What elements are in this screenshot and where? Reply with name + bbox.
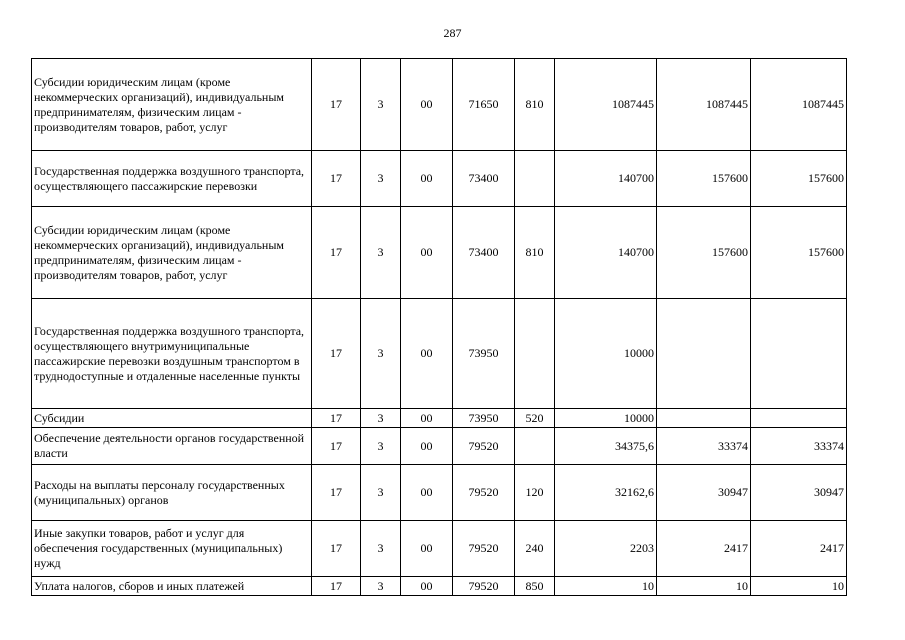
cell-code-3: 00 [401, 465, 453, 521]
cell-value-1: 10000 [555, 299, 657, 409]
cell-value-1: 2203 [555, 521, 657, 577]
cell-code-4: 79520 [453, 428, 515, 465]
cell-value-2: 10 [657, 577, 751, 596]
cell-code-5 [515, 299, 555, 409]
cell-value-3: 2417 [751, 521, 847, 577]
row-name: Субсидии [32, 409, 312, 428]
cell-value-2: 157600 [657, 151, 751, 207]
table-row [32, 59, 847, 151]
cell-code-1: 17 [312, 521, 361, 577]
row-name: Расходы на выплаты персоналу государственных (муниципальных) органов [32, 465, 312, 521]
cell-value-2 [657, 299, 751, 409]
row-name: Государственная поддержка воздушного транспорта, осуществляющего пассажирские перевозки [32, 151, 312, 207]
row-name: Иные закупки товаров, работ и услуг для обеспечения государственных (муниципальных) нужд [32, 521, 312, 577]
cell-value-1: 10000 [555, 409, 657, 428]
cell-value-3: 157600 [751, 207, 847, 299]
cell-code-2: 3 [361, 409, 401, 428]
cell-code-1: 17 [312, 465, 361, 521]
cell-code-4: 73950 [453, 409, 515, 428]
cell-code-2: 3 [361, 59, 401, 151]
cell-code-3: 00 [401, 521, 453, 577]
cell-value-3: 1087445 [751, 59, 847, 151]
row-name: Государственная поддержка воздушного транспорта, осуществляющего внутримуниципальные пассажирские перевозки воздушным транспортом в труднодоступные и отдаленные населенные пункты [32, 299, 312, 409]
cell-value-3: 30947 [751, 465, 847, 521]
table-row [32, 577, 847, 596]
cell-code-1: 17 [312, 577, 361, 596]
cell-code-2: 3 [361, 207, 401, 299]
cell-value-3 [751, 299, 847, 409]
cell-code-1: 17 [312, 59, 361, 151]
cell-code-3: 00 [401, 428, 453, 465]
cell-code-3: 00 [401, 299, 453, 409]
cell-code-1: 17 [312, 409, 361, 428]
cell-value-3: 10 [751, 577, 847, 596]
cell-value-2: 33374 [657, 428, 751, 465]
cell-value-1: 34375,6 [555, 428, 657, 465]
cell-value-2: 1087445 [657, 59, 751, 151]
cell-code-5: 120 [515, 465, 555, 521]
cell-value-2: 157600 [657, 207, 751, 299]
cell-value-3: 157600 [751, 151, 847, 207]
cell-code-3: 00 [401, 577, 453, 596]
cell-code-3: 00 [401, 151, 453, 207]
cell-code-1: 17 [312, 151, 361, 207]
row-name: Субсидии юридическим лицам (кроме некоммерческих организаций), индивидуальным предпринимателям, физическим лицам - производителям товаров, работ, услуг [32, 59, 312, 151]
cell-value-2: 2417 [657, 521, 751, 577]
cell-code-4: 79520 [453, 577, 515, 596]
cell-code-5 [515, 428, 555, 465]
cell-code-3: 00 [401, 409, 453, 428]
cell-value-1: 10 [555, 577, 657, 596]
table-row [32, 428, 847, 465]
table-row [32, 207, 847, 299]
cell-code-4: 79520 [453, 465, 515, 521]
cell-value-1: 1087445 [555, 59, 657, 151]
cell-code-5: 240 [515, 521, 555, 577]
cell-code-4: 73400 [453, 151, 515, 207]
cell-value-2 [657, 409, 751, 428]
cell-code-2: 3 [361, 428, 401, 465]
cell-code-4: 79520 [453, 521, 515, 577]
cell-code-5: 810 [515, 59, 555, 151]
cell-code-5: 810 [515, 207, 555, 299]
cell-value-2: 30947 [657, 465, 751, 521]
table-row [32, 521, 847, 577]
cell-code-4: 73950 [453, 299, 515, 409]
cell-value-1: 140700 [555, 207, 657, 299]
cell-value-3 [751, 409, 847, 428]
cell-code-4: 71650 [453, 59, 515, 151]
table-row [32, 409, 847, 428]
cell-value-3: 33374 [751, 428, 847, 465]
budget-table [31, 58, 847, 596]
cell-code-4: 73400 [453, 207, 515, 299]
cell-value-1: 32162,6 [555, 465, 657, 521]
cell-code-1: 17 [312, 207, 361, 299]
table-body [32, 59, 847, 596]
cell-code-3: 00 [401, 207, 453, 299]
cell-code-3: 00 [401, 59, 453, 151]
cell-code-2: 3 [361, 465, 401, 521]
cell-code-5: 850 [515, 577, 555, 596]
cell-code-1: 17 [312, 299, 361, 409]
row-name: Субсидии юридическим лицам (кроме некоммерческих организаций), индивидуальным предпринимателям, физическим лицам - производителям товаров, работ, услуг [32, 207, 312, 299]
cell-value-1: 140700 [555, 151, 657, 207]
row-name: Уплата налогов, сборов и иных платежей [32, 577, 312, 596]
cell-code-5: 520 [515, 409, 555, 428]
page-number: 287 [443, 26, 462, 40]
cell-code-2: 3 [361, 151, 401, 207]
cell-code-2: 3 [361, 521, 401, 577]
cell-code-1: 17 [312, 428, 361, 465]
table-row [32, 151, 847, 207]
table-row [32, 299, 847, 409]
table-row [32, 465, 847, 521]
cell-code-5 [515, 151, 555, 207]
cell-code-2: 3 [361, 577, 401, 596]
cell-code-2: 3 [361, 299, 401, 409]
row-name: Обеспечение деятельности органов государственной власти [32, 428, 312, 465]
